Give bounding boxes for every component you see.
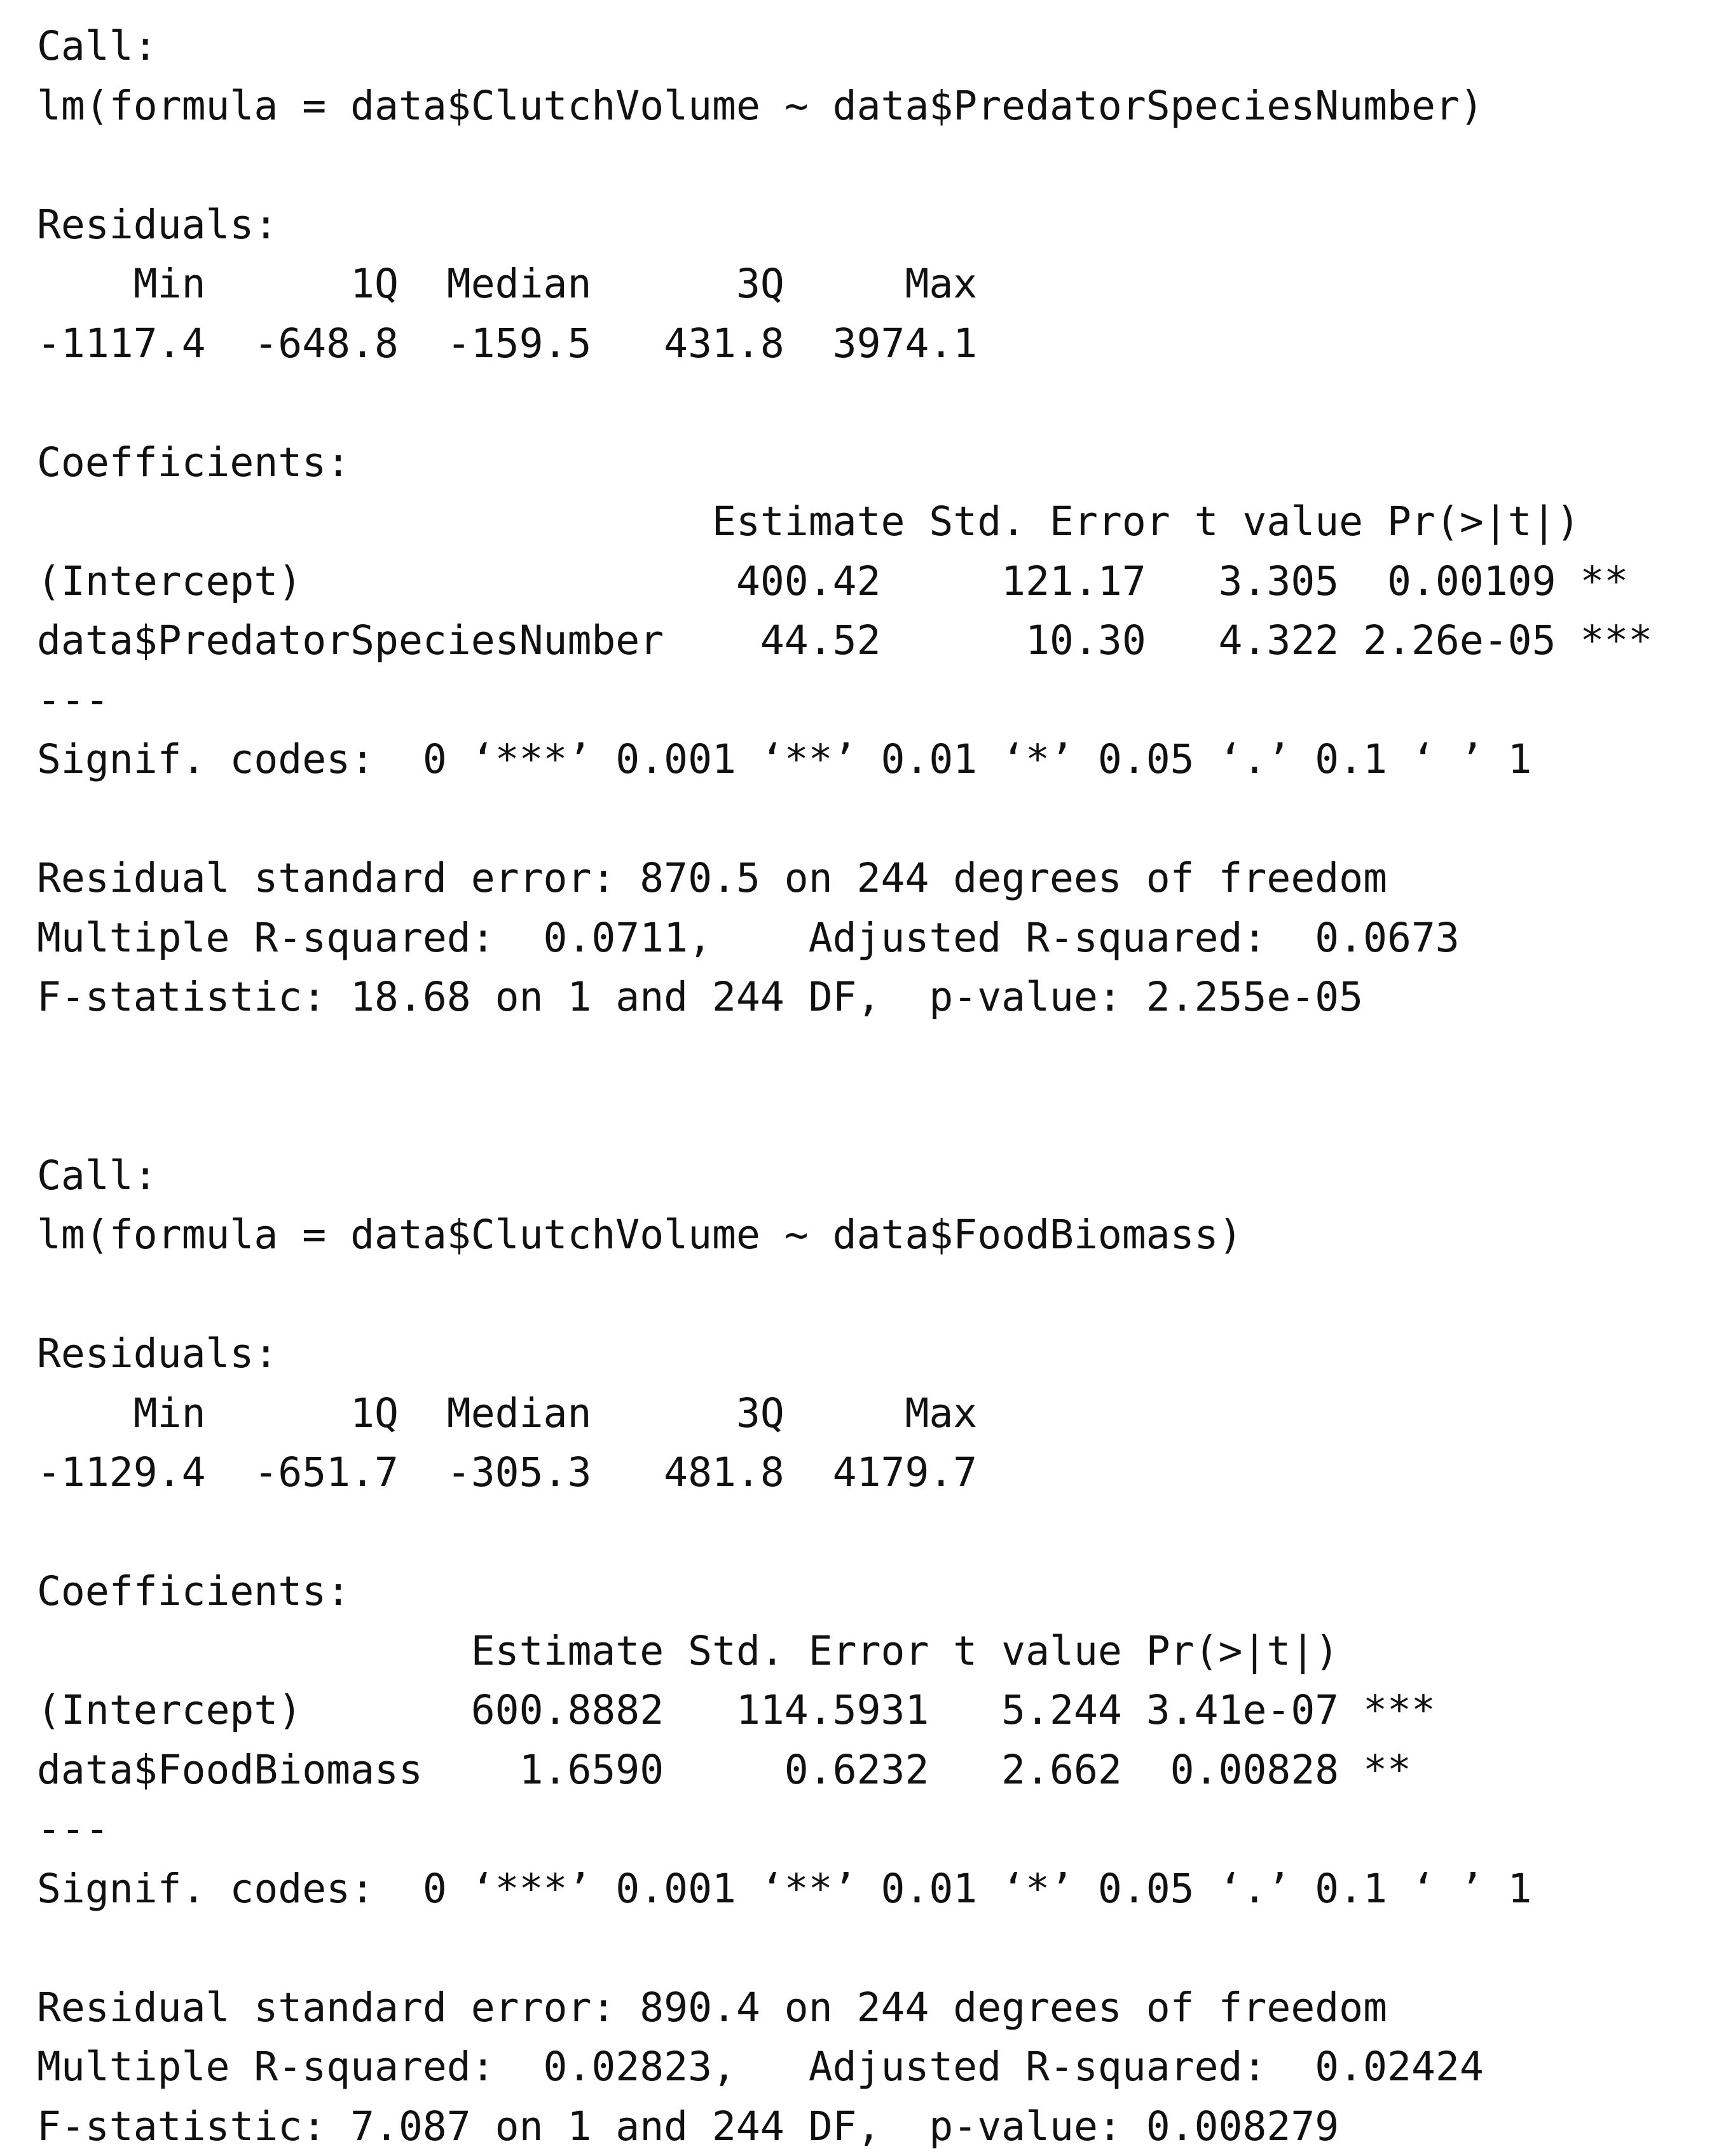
f-statistic-line: F-statistic: 18.68 on 1 and 244 DF, p-value: 2.255e-05 [37,967,1652,1027]
signif-codes: Signif. codes: 0 ‘***’ 0.001 ‘**’ 0.01 ‘*’ 0.05 ‘.’ 0.1 ‘ ’ 1 [37,1859,1652,1919]
lm-formula: lm(formula = data$ClutchVolume ~ data$PredatorSpeciesNumber) [37,76,1652,136]
blank-line [37,1086,1652,1146]
coefficient-row-intercept: (Intercept) 400.42 121.17 3.305 0.00109 ** [37,552,1652,611]
blank-line [37,1027,1652,1087]
coefficient-row-predictor: data$FoodBiomass 1.6590 0.6232 2.662 0.00828 ** [37,1740,1652,1800]
residuals-header: Residuals: [37,1324,1652,1384]
r-squared-line: Multiple R-squared: 0.0711, Adjusted R-squared: 0.0673 [37,908,1652,968]
blank-line [37,789,1652,849]
residuals-quantile-labels: Min 1Q Median 3Q Max [37,254,1652,314]
coefficients-column-headers: Estimate Std. Error t value Pr(>|t|) [37,1621,1652,1681]
coefficient-row-predictor: data$PredatorSpeciesNumber 44.52 10.30 4.322 2.26e-05 *** [37,611,1652,671]
residuals-header: Residuals: [37,195,1652,255]
residuals-quantile-values: -1129.4 -651.7 -305.3 481.8 4179.7 [37,1443,1652,1503]
blank-line [37,1265,1652,1325]
coefficients-column-headers: Estimate Std. Error t value Pr(>|t|) [37,492,1652,552]
residual-standard-error: Residual standard error: 870.5 on 244 degrees of freedom [37,849,1652,908]
r-squared-line: Multiple R-squared: 0.02823, Adjusted R-squared: 0.02424 [37,2037,1652,2097]
f-statistic-line: F-statistic: 7.087 on 1 and 244 DF, p-value: 0.008279 [37,2097,1652,2156]
r-console-output [37,17,1652,2156]
blank-line [37,135,1652,195]
lm-formula: lm(formula = data$ClutchVolume ~ data$FoodBiomass) [37,1205,1652,1265]
blank-line [37,373,1652,433]
separator-line: --- [37,671,1652,730]
residual-standard-error: Residual standard error: 890.4 on 244 degrees of freedom [37,1978,1652,2038]
residuals-quantile-labels: Min 1Q Median 3Q Max [37,1384,1652,1443]
signif-codes: Signif. codes: 0 ‘***’ 0.001 ‘**’ 0.01 ‘*’ 0.05 ‘.’ 0.1 ‘ ’ 1 [37,730,1652,789]
call-header: Call: [37,1146,1652,1206]
blank-line [37,1503,1652,1562]
blank-line [37,1918,1652,1978]
call-header: Call: [37,17,1652,76]
separator-line: --- [37,1799,1652,1859]
coefficient-row-intercept: (Intercept) 600.8882 114.5931 5.244 3.41e-07 *** [37,1681,1652,1740]
coefficients-header: Coefficients: [37,433,1652,493]
coefficients-header: Coefficients: [37,1562,1652,1621]
residuals-quantile-values: -1117.4 -648.8 -159.5 431.8 3974.1 [37,314,1652,374]
